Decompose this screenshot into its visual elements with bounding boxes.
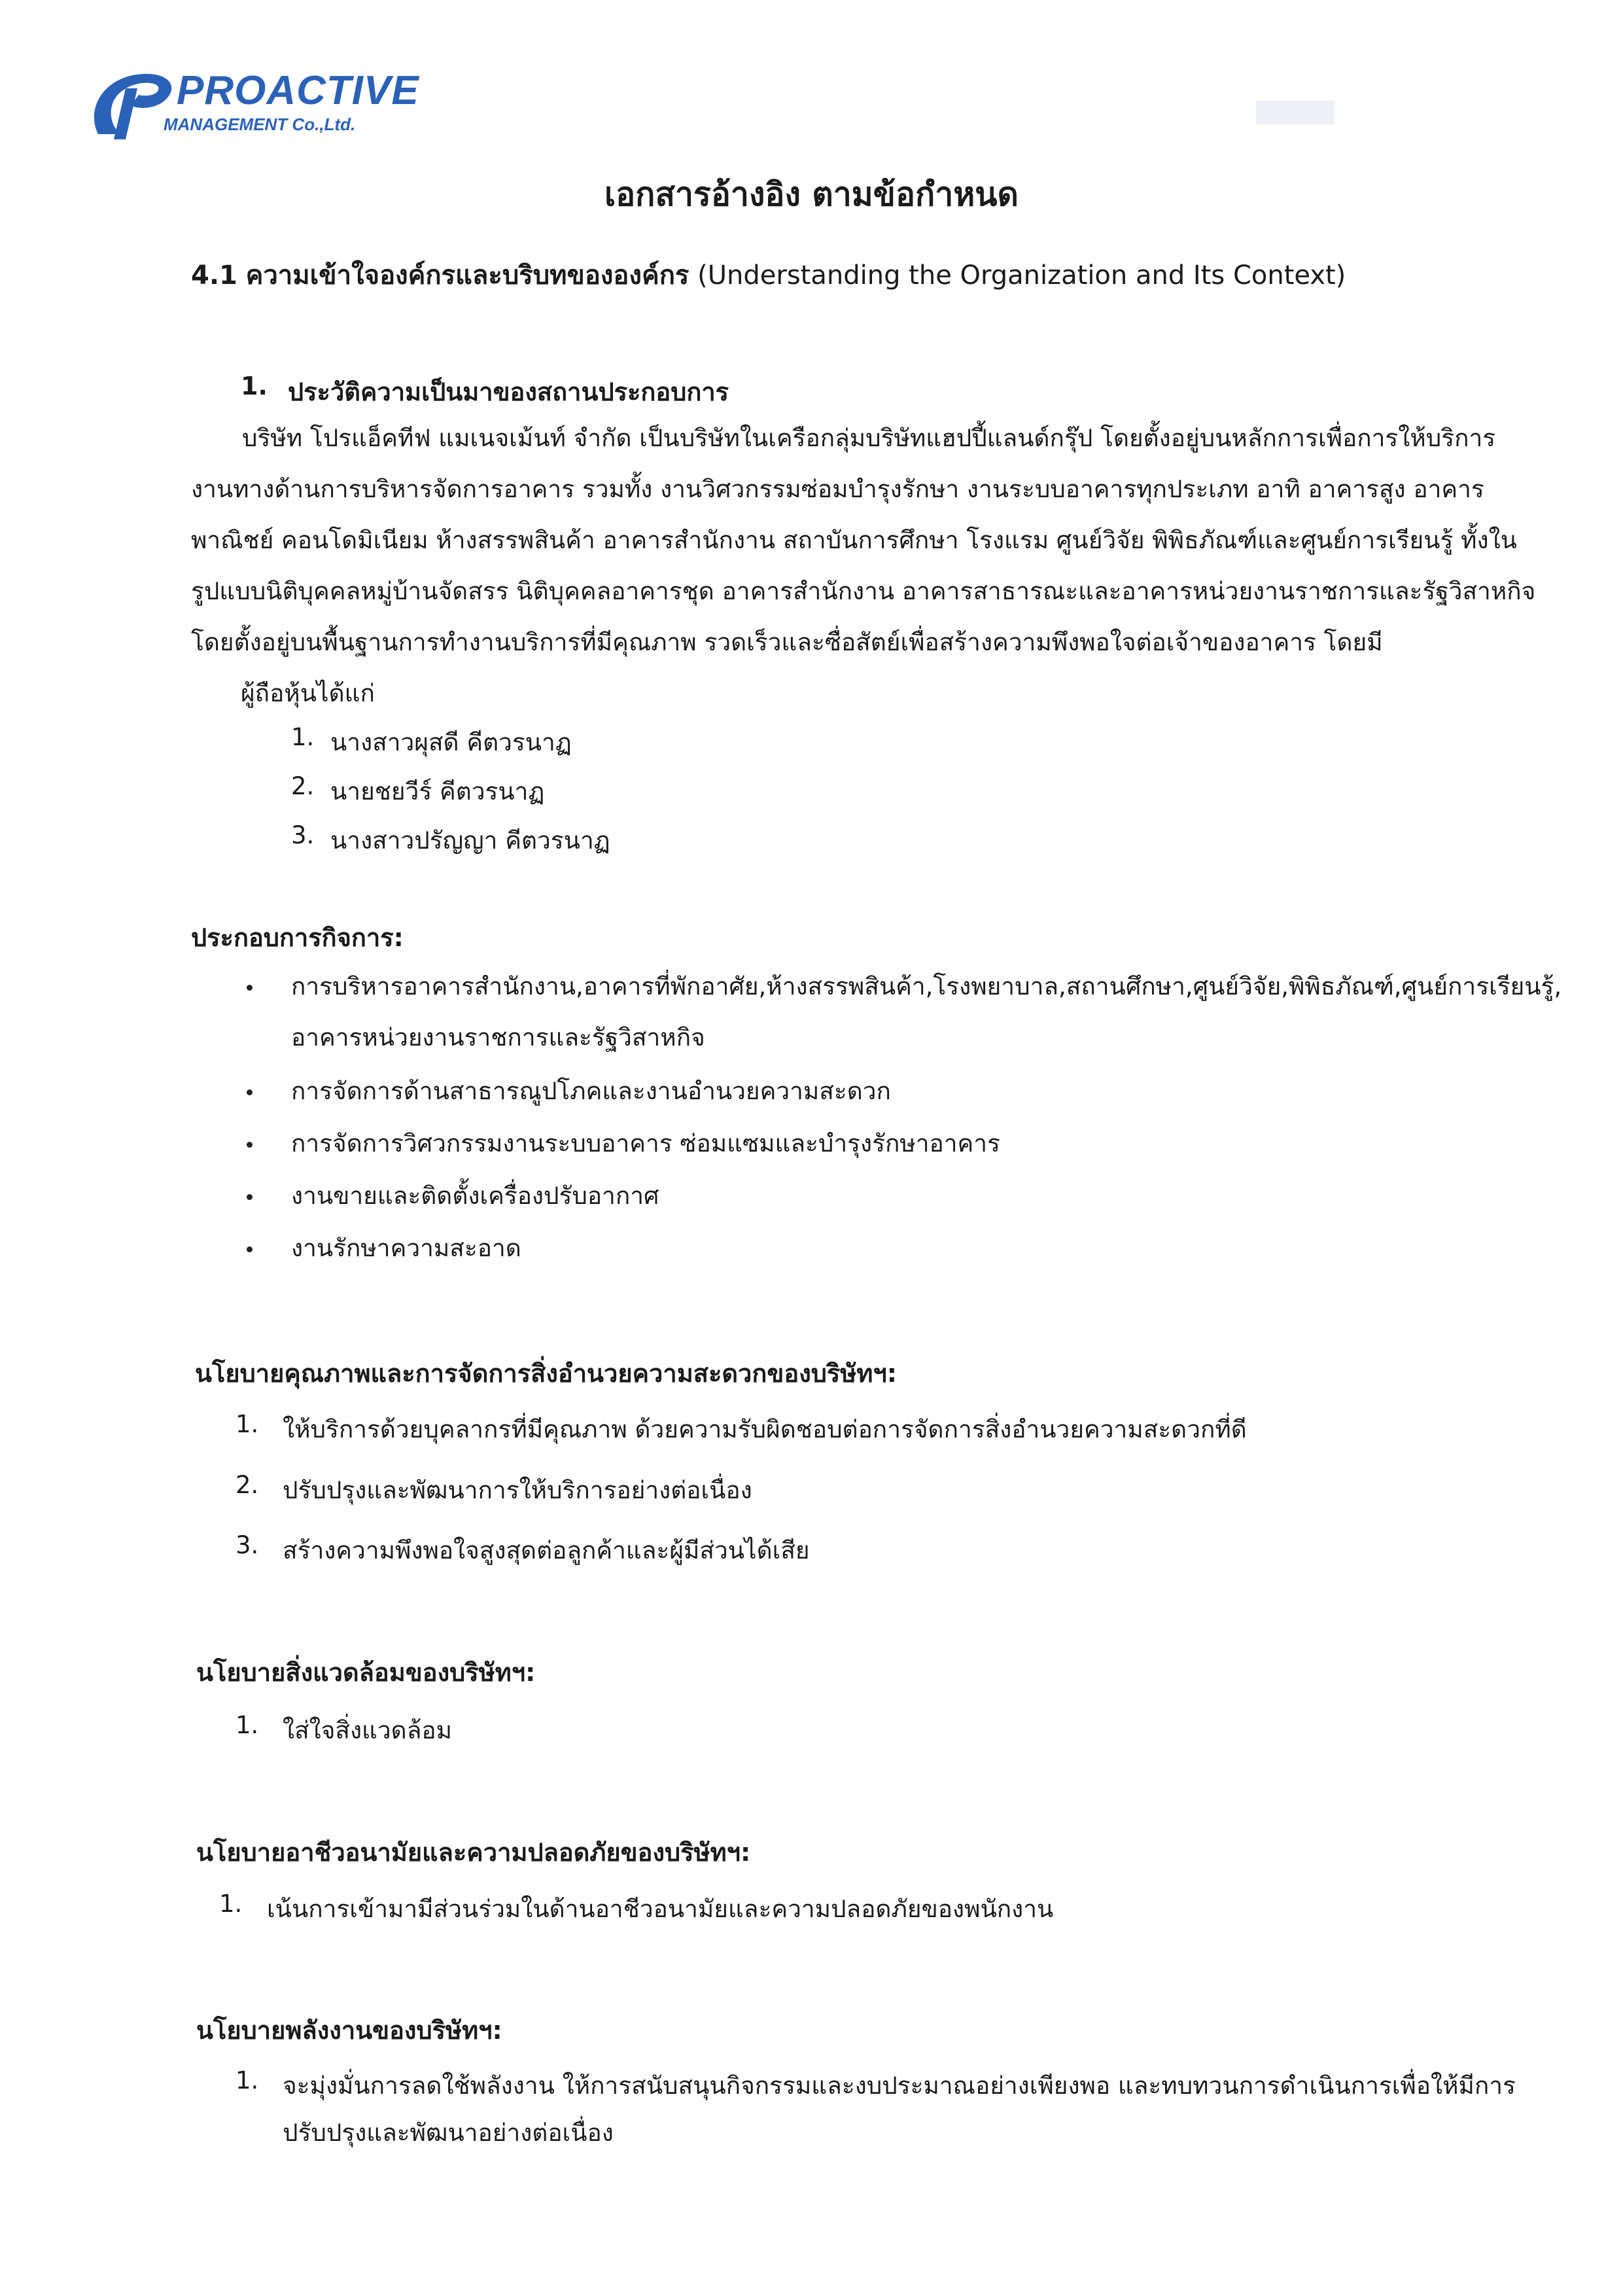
logo-name: PROACTIVE [177,68,419,113]
safety-policy-heading: นโยบายอาชีวอนามัยและความปลอดภัยของบริษัทฯ: [196,1838,751,1867]
bullet-icon [247,1089,253,1095]
history-heading: ประวัติความเป็นมาของสถานประกอบการ [288,378,729,406]
business-heading: ประกอบการกิจการ: [191,923,404,952]
shareholder-item: นางสาวปรัญญา คีตวรนาฏ [330,826,610,855]
business-item: การบริหารอาคารสำนักงาน,อาคารที่พักอาศัย,ห้างสรรพสินค้า,โรงพยาบาล,สถานศึกษา,ศูนย์วิจัย,พิพิธภัณฑ์,ศูนย์การเรียนรู้, [291,972,1562,1000]
energy-policy-heading: นโยบายพลังงานของบริษัทฯ: [196,2016,502,2045]
history-number: 1. [241,372,268,400]
list-number: 2. [291,772,315,800]
list-number: 2. [236,1471,259,1499]
list-number: 1. [236,1410,259,1438]
quality-policy-item: ปรับปรุงและพัฒนาการให้บริการอย่างต่อเนื่อง [283,1476,752,1504]
shareholder-item: นายชยวีร์ คีตวรนาฏ [330,777,545,805]
list-number: 3. [236,1531,259,1559]
history-line: บริษัท โปรแอ็คทีฟ แมเนจเม้นท์ จำกัด เป็นบริษัทในเครือกลุ่มบริษัทแฮปปี้แลนด์กรุ๊ป โดยตั้งอยู่บนหลักการเพื่อการให้บริการ [242,424,1496,452]
watermark-ghost: ▬ [1256,54,1335,141]
quality-policy-heading: นโยบายคุณภาพและการจัดการสิ่งอำนวยความสะดวกของบริษัทฯ: [195,1359,897,1388]
list-number: 1. [236,1711,259,1739]
page-title: เอกสารอ้างอิง ตามข้อกำหนด [604,175,1019,213]
bullet-icon [247,1194,253,1200]
company-logo [85,62,419,147]
clause-number: 4.1 [191,260,237,291]
business-item: การจัดการวิศวกรรมงานระบบอาคาร ซ่อมแซมและบำรุงรักษาอาคาร [291,1129,1000,1157]
logo-subtitle: MANAGEMENT Co.,Ltd. [164,115,356,134]
clause-english-title: (Understanding the Organization and Its Context) [697,260,1346,291]
list-number: 1. [236,2066,259,2094]
business-item: งานขายและติดตั้งเครื่องปรับอากาศ [291,1182,659,1210]
shareholders-label: ผู้ถือหุ้นได้แก่ [241,679,375,707]
history-line: รูปแบบนิติบุคคลหมู่บ้านจัดสรร นิติบุคคลอาคารชุด อาคารสำนักงาน อาคารสาธารณะและอาคารหน่วยงานราชการและรัฐวิสาหกิจ [191,577,1536,605]
business-item-continued: อาคารหน่วยงานราชการและรัฐวิสาหกิจ [291,1023,705,1051]
shareholder-item: นางสาวผุสดี คีตวรนาฏ [330,728,572,756]
quality-policy-item: ให้บริการด้วยบุคลากรที่มีคุณภาพ ด้วยความรับผิดชอบต่อการจัดการสิ่งอำนวยความสะดวกที่ดี [283,1415,1247,1443]
bullet-icon [247,1246,253,1252]
list-number: 3. [291,821,315,849]
bullet-icon [247,1142,253,1148]
business-item: งานรักษาความสะอาด [291,1234,521,1262]
environment-policy-item: ใส่ใจสิ่งแวดล้อม [283,1716,452,1744]
environment-policy-heading: นโยบายสิ่งแวดล้อมของบริษัทฯ: [196,1658,536,1687]
energy-policy-item-continued: ปรับปรุงและพัฒนาอย่างต่อเนื่อง [283,2119,614,2147]
clause-thai-title: ความเข้าใจองค์กรและบริบทขององค์กร [245,260,689,291]
energy-policy-item: จะมุ่งมั่นการลดใช้พลังงาน ให้การสนับสนุนกิจกรรมและงบประมาณอย่างเพียงพอ และทบทวนการดำเนินการเพื่อให้มีการ [283,2072,1516,2100]
list-number: 1. [219,1890,243,1918]
bullet-icon [247,985,253,991]
business-item: การจัดการด้านสาธารณูปโภคและงานอำนวยความสะดวก [291,1077,891,1105]
list-number: 1. [291,723,315,751]
history-line: พาณิชย์ คอนโดมิเนียม ห้างสรรพสินค้า อาคารสำนักงาน สถาบันการศึกษา โรงแรม ศูนย์วิจัย พิพิธภัณฑ์และศูนย์การเรียนรู้ ทั้งใน [191,526,1517,554]
quality-policy-item: สร้างความพึงพอใจสูงสุดต่อลูกค้าและผู้มีส่วนได้เสีย [283,1536,810,1564]
history-line: โดยตั้งอยู่บนพื้นฐานการทำงานบริการที่มีคุณภาพ รวดเร็วและซื่อสัตย์เพื่อสร้างความพึงพอใจต่อเจ้าของอาคาร โดยมี [191,628,1383,656]
history-line: งานทางด้านการบริหารจัดการอาคาร รวมทั้ง งานวิศวกรรมซ่อมบำรุงรักษา งานระบบอาคารทุกประเภท อาทิ อาคารสูง อาคาร [191,475,1484,503]
safety-policy-item: เน้นการเข้ามามีส่วนร่วมในด้านอาชีวอนามัยและความปลอดภัยของพนักงาน [267,1895,1054,1923]
clause-heading [191,254,1346,296]
